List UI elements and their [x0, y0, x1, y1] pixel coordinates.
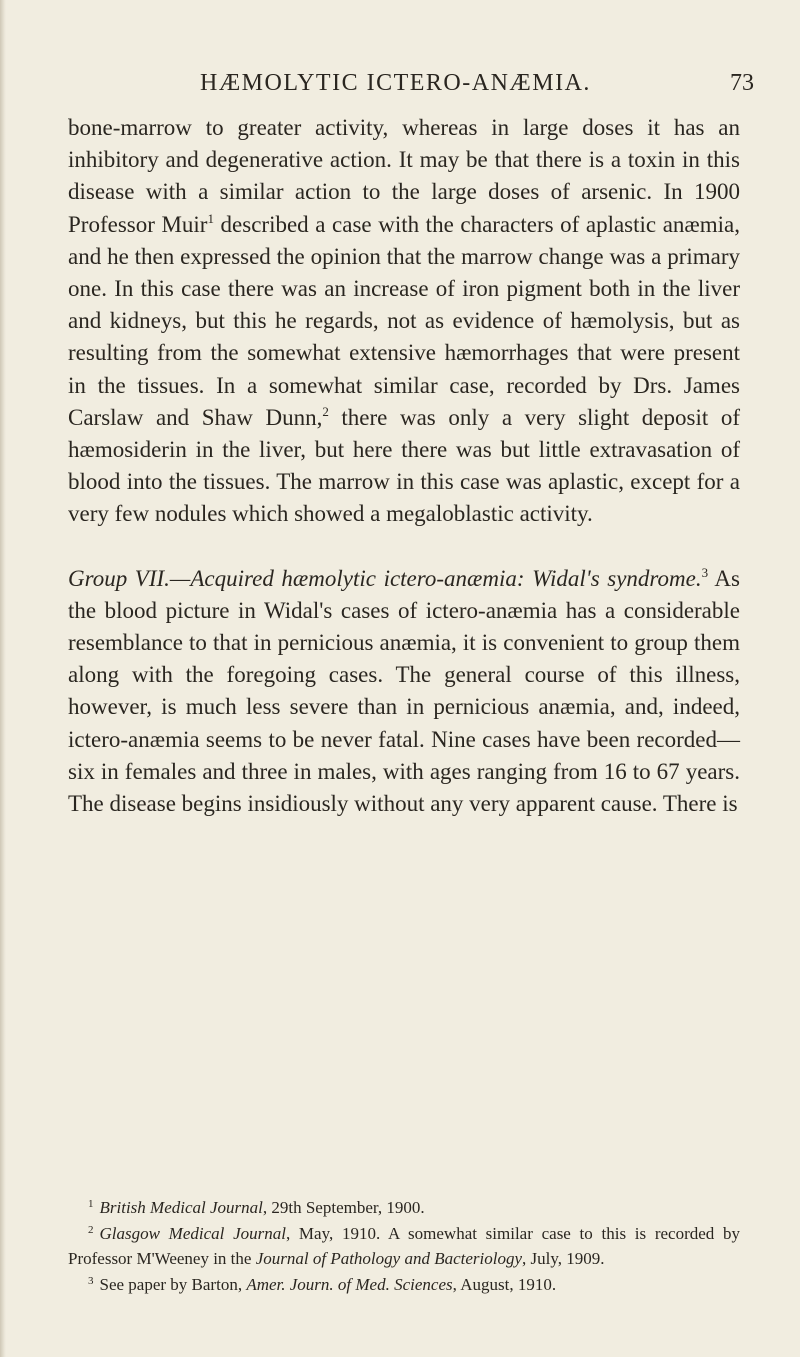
- footnote-ref-1: 1: [207, 210, 214, 226]
- footnote-text: , May, 1910. A somewhat similar case to this is recorded by Professor M'Weeney in the: [68, 1223, 740, 1269]
- footnote-source: British Medical Journal: [99, 1198, 263, 1217]
- paragraph-2: [68, 563, 740, 821]
- paragraph-2-text: As the blood picture in Widal's cases of ictero-anæmia has a considerable resemblance to that in pernicious anæmia, it is convenient to group them along with the foregoing cases. The general course of this illness, however, is much less severe than in pernicious anæmia, and, indeed, ictero-anæmia seems to be never fatal. Nine cases have been recorded—six in females and three in males, with ages ranging from 16 to 67 years. The disease begins insidiously without any very apparent cause. There is: [68, 565, 740, 817]
- footnote-source: Journal of Pathology and Bacteriology: [255, 1249, 523, 1269]
- footnotes: [68, 1195, 740, 1297]
- paragraph-1-text-a: bone-marrow to greater activity, whereas in large doses it has an inhibitory and degenerative action. It may be that there is a toxin in this disease with a similar action to the large doses of arsenic. In 1900 Professor Muir: [68, 115, 740, 237]
- footnote-source: Amer. Journ. of Med. Sciences: [246, 1274, 453, 1294]
- paragraph-1-text-b: described a case with the characters of aplastic anæmia, and he then expressed the opinion that the marrow change was a primary one. In this case there was an increase of iron pigment both in the liver and kidneys, but this he regards, not as evidence of hæmolysis, but as resulting from the somewhat extensive hæmorrhages that were present in the tissues. In a somewhat similar case, recorded by Drs. James Carslaw and Shaw Dunn,: [68, 211, 740, 430]
- footnote-text: , July, 1909.: [522, 1249, 605, 1269]
- footnote-3: [68, 1272, 740, 1298]
- paragraph-1: [68, 112, 740, 531]
- paragraph-1-text-c: there was only a very slight deposit of hæmosiderin in the liver, but here there was but little extravasation of blood into the tissues. The marrow in this case was aplastic, except for a very few nodules which showed a megaloblastic activity.: [68, 404, 740, 527]
- footnote-mark: 2: [88, 1223, 94, 1236]
- section-heading: Group VII.—Acquired hæmolytic ictero-anæmia: Widal's syndrome.: [68, 565, 702, 591]
- footnote-text: See paper by Barton,: [99, 1274, 247, 1294]
- footnote-mark: 1: [88, 1198, 94, 1210]
- footnote-ref-3: 3: [701, 564, 709, 580]
- footnote-ref-2: 2: [322, 403, 329, 419]
- page-edge-shadow: [0, 0, 6, 1357]
- footnote-text: , 29th September, 1900.: [262, 1198, 425, 1217]
- running-header: HÆMOLYTIC ICTERO-ANÆMIA.: [200, 70, 591, 96]
- footnote-text: , August, 1910.: [452, 1274, 557, 1294]
- footnote-1: [68, 1195, 740, 1221]
- page-number: 73: [730, 70, 754, 96]
- footnote-mark: 3: [88, 1274, 94, 1287]
- footnote-2: [68, 1221, 740, 1272]
- footnote-source: Glasgow Medical Journal: [99, 1223, 286, 1243]
- body-text: [68, 112, 740, 820]
